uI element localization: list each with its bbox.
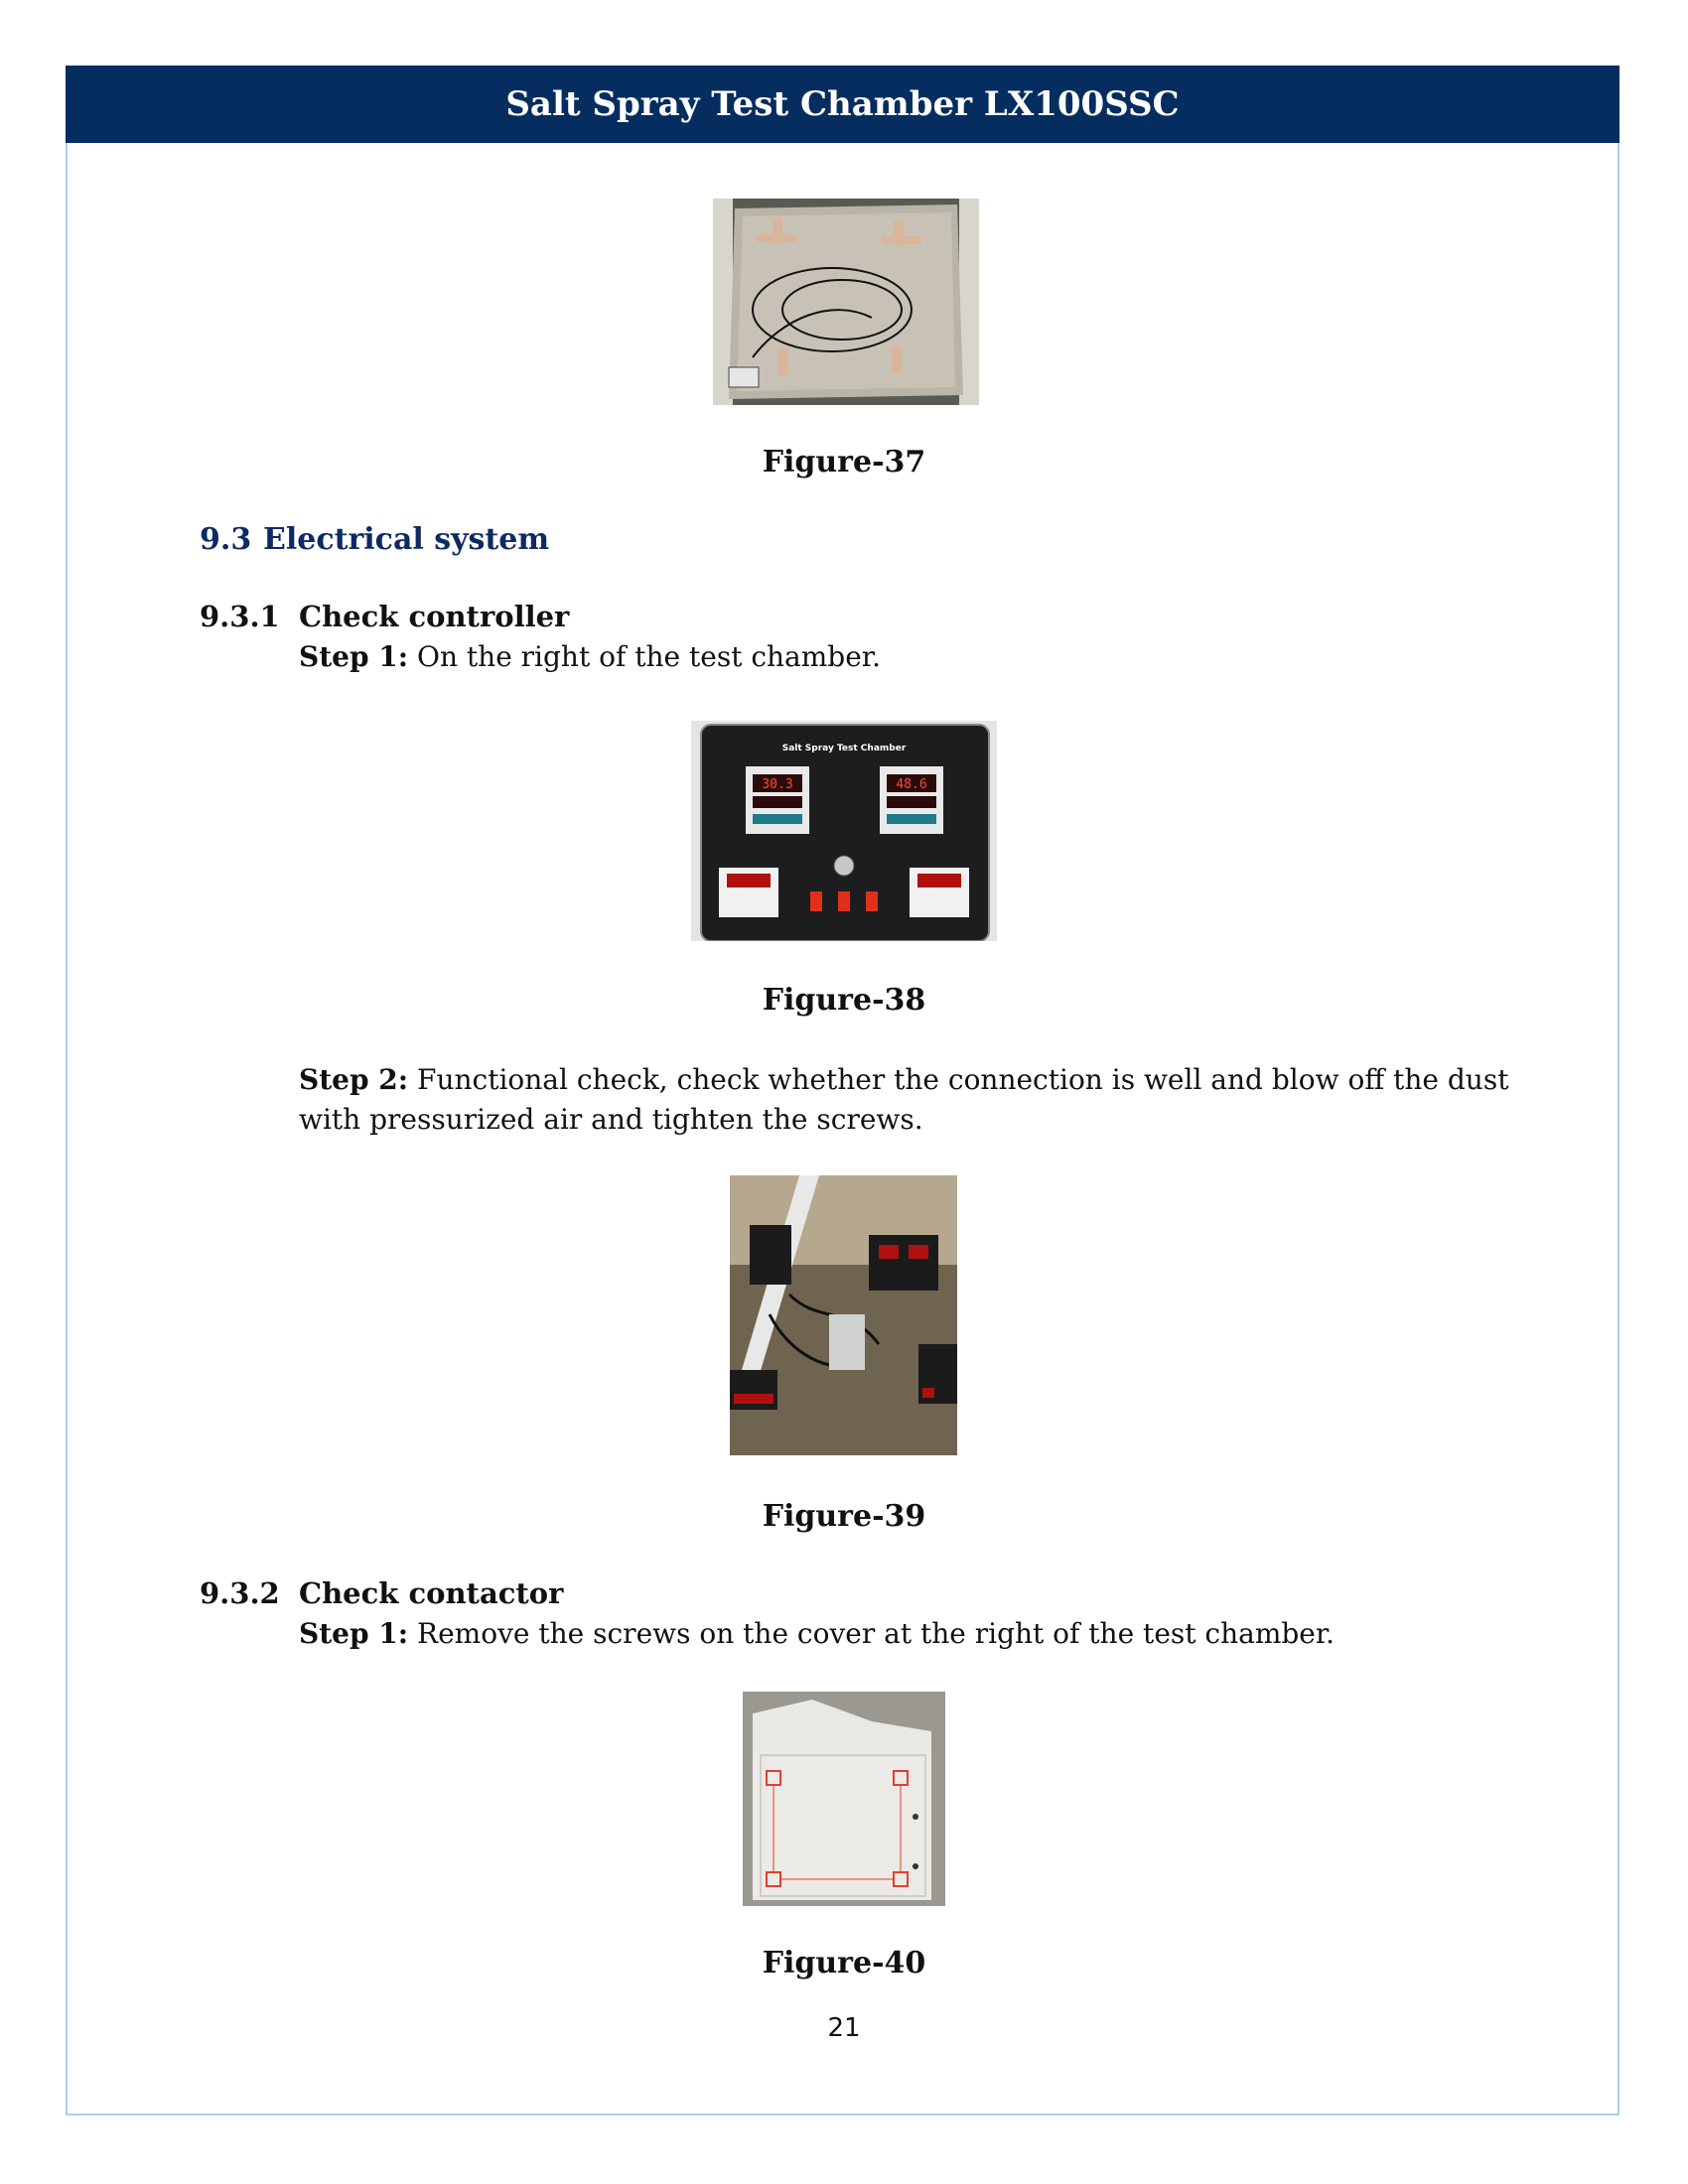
step-text: Remove the screws on the cover at the right of the test chamber. [408,1617,1336,1650]
left-controller-display: 30.3 [762,777,793,792]
section-number: 9.3 [200,522,252,557]
header-banner [66,66,1619,143]
figure-40-caption: Figure-40 [762,1946,926,1980]
step-2-paragraph [299,1060,1530,1140]
panel-title: Salt Spray Test Chamber [781,744,907,753]
subsection-title: Check contactor [299,1576,564,1610]
figure-37-image [713,199,979,405]
figure-39-caption: Figure-39 [762,1499,926,1534]
figure-38-image [691,721,997,941]
step-label: Step 1: [299,640,409,673]
figure-37-caption: Figure-37 [762,445,926,479]
figure-40-image [743,1692,945,1906]
section-title: Electrical system [263,522,550,557]
subsection-number: 9.3.2 [200,1576,280,1610]
section-heading-9-3 [200,522,549,557]
subsection-number: 9.3.1 [200,600,280,633]
figure-39-image [730,1175,957,1455]
step-1-paragraph [299,637,1530,677]
subsection-title: Check controller [299,600,570,633]
step-1-paragraph [299,1614,1530,1654]
subsection-heading-9-3-1 [200,600,569,633]
figure-38-caption: Figure-38 [762,983,926,1018]
step-text: Functional check, check whether the connection is well and blow off the dust with pressurized air and tighten the screws. [299,1063,1509,1136]
step-text: On the right of the test chamber. [408,640,882,673]
page-number: 21 [827,2013,861,2043]
step-label: Step 1: [299,1617,409,1650]
header-title: Salt Spray Test Chamber LX100SSC [505,84,1180,124]
step-label: Step 2: [299,1063,409,1096]
subsection-heading-9-3-2 [200,1576,563,1610]
right-controller-display: 48.6 [896,777,927,792]
